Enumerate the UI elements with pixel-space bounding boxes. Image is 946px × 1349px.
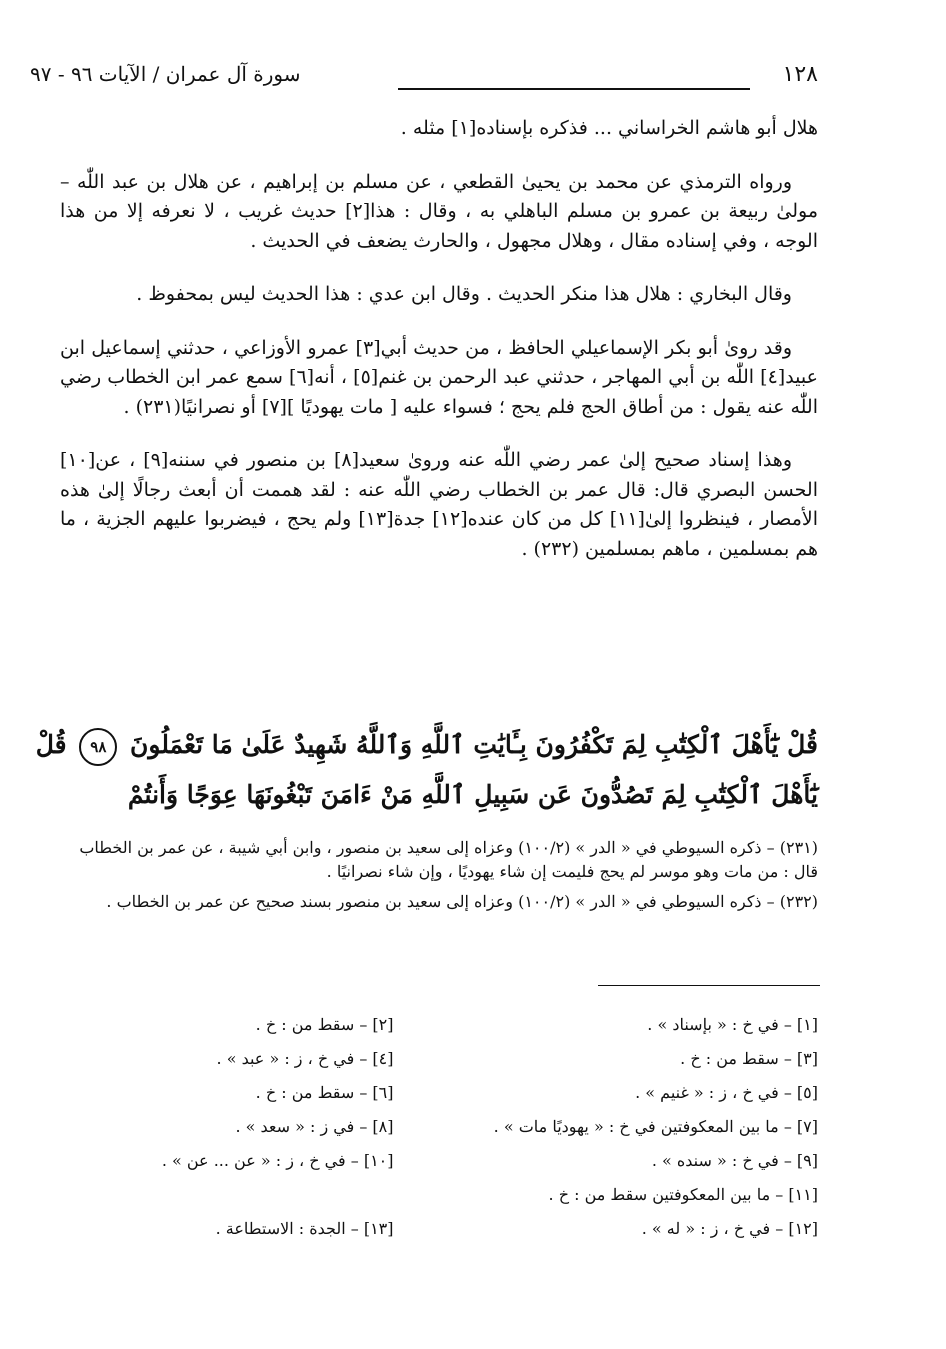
paragraph: وقد روىٰ أبو بكر الإسماعيلي الحافظ ، من حديث أبي[٣] عمرو الأوزاعي ، حدثني إسماعيل ابن عبيد[٤] اللّٰه بن أبي المهاجر ، حدثني عبد الرحمن بن غنم[٥] ، أنه[٦] سمع عمر ابن الخطاب رضي اللّٰه عنه يقول : من أطاق الحج فلم يحج ؛ فسواء عليه [ مات يهوديًا ][٧] أو نصرانيًا(٢٣١) . bbox=[60, 336, 818, 418]
apparatus-note: [٩] – في خ : « سنده » . bbox=[651, 1151, 818, 1170]
quran-verses bbox=[35, 720, 818, 820]
apparatus-note: [١٢] – في خ ، ز : « له » . bbox=[641, 1219, 818, 1238]
apparatus-row bbox=[60, 1076, 818, 1110]
apparatus-note: [٥] – في خ ، ز : « غنيم » . bbox=[635, 1083, 818, 1102]
page-number: ١٢٨ bbox=[782, 62, 818, 87]
paragraph: وقال البخاري : هلال هذا منكر الحديث . وقال ابن عدي : هذا الحديث ليس بمحفوظ . bbox=[136, 283, 792, 305]
apparatus-note: [٣] – سقط من : خ . bbox=[680, 1049, 818, 1068]
footnote-divider bbox=[598, 985, 820, 986]
apparatus-note: [١] – في خ : « بإسناد » . bbox=[647, 1015, 818, 1034]
apparatus-row bbox=[60, 1144, 818, 1178]
apparatus-row bbox=[60, 1042, 818, 1076]
apparatus-row bbox=[60, 1008, 818, 1042]
apparatus-note: [٦] – سقط من : خ . bbox=[255, 1083, 394, 1102]
apparatus-note: [٢] – سقط من : خ . bbox=[255, 1015, 394, 1034]
verse-line bbox=[35, 720, 818, 770]
apparatus-note: [١٣] – الجدة : الاستطاعة . bbox=[215, 1219, 394, 1238]
verse-text: يَٰٓأَهْلَ ٱلْكِتَٰبِ لِمَ تَصُدُّونَ عَن سَبِيلِ ٱللَّهِ مَنْ ءَامَنَ تَبْغُونَهَا عِوَجًا وَأَنتُمْ bbox=[127, 780, 818, 809]
verse-text: قُلْ يَٰٓأَهْلَ ٱلْكِتَٰبِ لِمَ تَكْفُرُونَ بِـَٔايَٰتِ ٱللَّهِ وَٱللَّهُ شَهِيدٌ عَلَىٰ مَا تَعْمَلُونَ bbox=[130, 730, 818, 759]
apparatus-note: [٨] – في ز : « سعد » . bbox=[235, 1117, 394, 1136]
apparatus-notes bbox=[60, 1008, 818, 1246]
apparatus-row bbox=[60, 1178, 818, 1212]
apparatus-note: [٧] – ما بين المعكوفتين في خ : « يهوديًا مات » . bbox=[493, 1117, 818, 1136]
header-rule bbox=[398, 88, 750, 90]
note: (٢٣١) – ذكره السيوطي في « الدر » (١٠٠/٢) وعزاه إلى سعيد بن منصور ، وابن أبي شيبة ، عن عمر بن الخطاب قال : من مات وهو موسر لم يحج فليمت إن شاء يهوديًا ، وإن شاء نصرانيًا . bbox=[79, 838, 818, 881]
note: (٢٣٢) – ذكره السيوطي في « الدر » (١٠٠/٢) وعزاه إلى سعيد بن منصور بسند صحيح عن عمر بن الخطاب . bbox=[106, 892, 818, 911]
apparatus-note bbox=[60, 1178, 394, 1212]
verse-line bbox=[60, 770, 818, 820]
paragraph: هلال أبو هاشم الخراساني ... فذكره بإسناده[١] مثله . bbox=[400, 117, 818, 139]
running-title: سورة آل عمران / الآيات ٩٦ - ٩٧ bbox=[30, 62, 301, 86]
hadith-notes bbox=[60, 836, 818, 920]
paragraph: وهذا إسناد صحيح إلىٰ عمر رضي اللّٰه عنه وروىٰ سعيد[٨] بن منصور في سننه[٩] ، عن[١٠] الحسن البصري قال: قال عمر بن الخطاب رضي اللّٰه عنه : لقد هممت أن أبعث رجالًا إلىٰ هذه الأمصار ، فينظروا إلىٰ[١١] كل من كان عنده[١٢] جدة[١٣] ولم يحج ، فيضربوا عليهم الجزية ، ما هم بمسلمين ، ماهم بمسلمين (٢٣٢) . bbox=[60, 449, 818, 560]
apparatus-note: [٤] – في خ ، ز : « عبد » . bbox=[216, 1049, 394, 1068]
verse-text: قُلْ bbox=[35, 730, 67, 759]
apparatus-row bbox=[60, 1110, 818, 1144]
apparatus-note: [١٠] – في خ ، ز : « عن ... عن » . bbox=[161, 1151, 394, 1170]
ayah-number-marker: ٩٨ bbox=[79, 728, 117, 766]
paragraph: ورواه الترمذي عن محمد بن يحيىٰ القطعي ، عن مسلم بن إبراهيم ، عن هلال بن عبد اللّٰه – مولىٰ ربيعة بن عمرو بن مسلم الباهلي به ، وقال : هذا[٢] حديث غريب ، لا نعرفه إلا من هذا الوجه ، وفي إسناده مقال ، وهلال مجهول ، والحارث يضعف في الحديث . bbox=[60, 170, 818, 252]
apparatus-note: [١١] – ما بين المعكوفتين سقط من : خ . bbox=[548, 1185, 818, 1204]
apparatus-row bbox=[60, 1212, 818, 1246]
body-text bbox=[60, 114, 818, 588]
